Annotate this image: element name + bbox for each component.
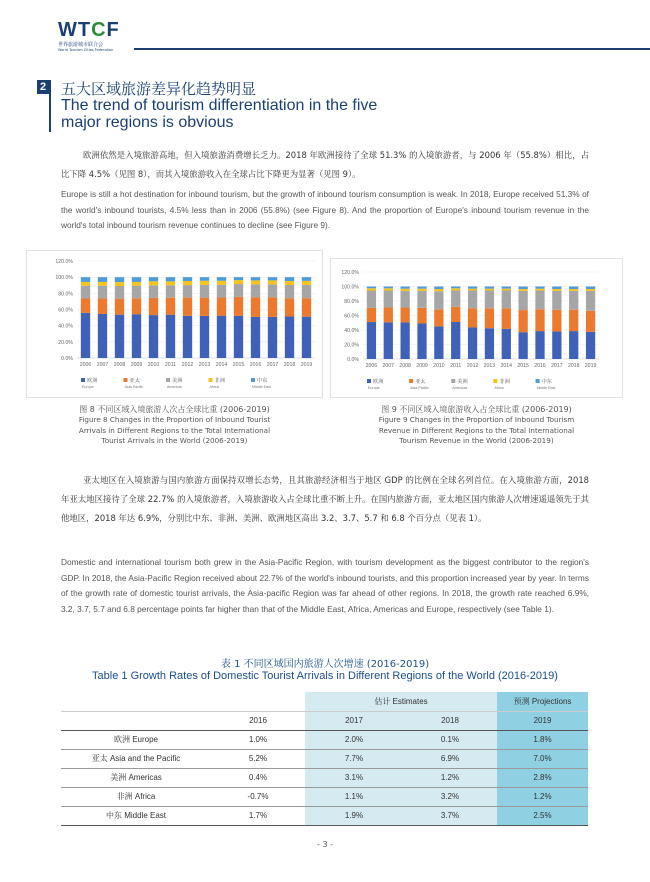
bar-middle-east bbox=[268, 277, 277, 280]
bar-asia-pacific bbox=[234, 297, 243, 316]
bar-asia-pacific bbox=[417, 308, 426, 324]
table-row bbox=[61, 787, 588, 806]
bar-asia-pacific bbox=[285, 298, 294, 316]
cell-2019: 2.8% bbox=[497, 768, 588, 787]
bar-middle-east bbox=[132, 277, 141, 282]
cell-2018: 0.1% bbox=[403, 730, 497, 749]
legend-label-en: Asia-Pacific bbox=[410, 386, 429, 390]
bar-middle-east bbox=[183, 277, 192, 281]
bar-africa bbox=[485, 289, 494, 291]
bar-africa bbox=[149, 281, 158, 285]
cell-2016: 5.2% bbox=[211, 749, 305, 768]
x-tick-label: 2007 bbox=[382, 363, 395, 369]
legend-label-en: Asia-Pacific bbox=[124, 385, 144, 389]
bar-africa bbox=[401, 289, 410, 291]
bar-asia-pacific bbox=[166, 298, 175, 315]
legend-label-en: Middle East bbox=[252, 385, 271, 389]
x-tick-label: 2014 bbox=[500, 363, 513, 369]
x-tick-label: 2012 bbox=[181, 362, 194, 368]
x-tick-label: 2009 bbox=[416, 363, 428, 369]
bar-africa bbox=[166, 281, 175, 285]
legend-swatch bbox=[209, 378, 213, 382]
cell-2019: 1.2% bbox=[497, 787, 588, 806]
x-tick-label: 2010 bbox=[147, 362, 160, 368]
bar-europe bbox=[384, 322, 393, 359]
bar-africa bbox=[552, 289, 561, 291]
x-tick-label: 2016 bbox=[534, 363, 546, 369]
growth-rate-table bbox=[61, 692, 588, 826]
x-tick-label: 2012 bbox=[466, 363, 479, 369]
section-bar bbox=[49, 80, 51, 132]
legend-swatch bbox=[536, 379, 540, 383]
legend-swatch bbox=[166, 378, 170, 382]
legend-swatch bbox=[493, 379, 497, 383]
bar-asia-pacific bbox=[183, 298, 192, 316]
bar-middle-east bbox=[535, 287, 544, 289]
cell-2016: 1.0% bbox=[211, 730, 305, 749]
section-number: 2 bbox=[37, 80, 49, 94]
row-region: 中东 Middle East bbox=[61, 806, 211, 825]
bar-africa bbox=[200, 281, 209, 285]
bar-middle-east bbox=[485, 287, 494, 289]
bar-americas bbox=[302, 285, 311, 298]
bar-americas bbox=[384, 290, 393, 307]
cell-2017: 7.7% bbox=[305, 749, 403, 768]
x-tick-label: 2006 bbox=[79, 362, 92, 368]
table-row bbox=[61, 730, 588, 749]
bar-africa bbox=[417, 289, 426, 291]
bar-americas bbox=[401, 291, 410, 308]
caption-8-en-2: Arrivals in Different Regions to the Total International bbox=[78, 425, 271, 435]
bar-americas bbox=[234, 284, 243, 297]
x-tick-label: 2007 bbox=[96, 362, 109, 368]
cell-2018: 3.7% bbox=[403, 806, 497, 825]
bar-asia-pacific bbox=[502, 308, 511, 329]
legend-label: 中东 bbox=[541, 379, 552, 385]
bar-middle-east bbox=[451, 287, 460, 289]
row-region: 美洲 Americas bbox=[61, 768, 211, 787]
bar-africa bbox=[251, 280, 260, 284]
cell-2017: 1.1% bbox=[305, 787, 403, 806]
paragraph-2-cn: 亚太地区在入境旅游与国内旅游方面保持双增长态势，且其旅游经济相当于地区 GDP 的比例在全球名列首位。在入境旅游方面，2018 年亚太地区接待了全球 22.7% 的入境旅游者，入境旅游收入占全球比重不断上升。在国内旅游方面，亚太地区国内旅游人次增速遥遥领先于其他地区，2018 年达 6.9%，分别比中东、非洲、美洲、欧洲地区高出 3.2、3.7、5.7 和 6.8 个百分点（见表 1）。 bbox=[61, 475, 589, 523]
bar-africa bbox=[115, 282, 124, 286]
x-tick-label: 2018 bbox=[283, 362, 296, 368]
legend-label-en: Africa bbox=[209, 385, 219, 389]
y-tick-label: 80.0% bbox=[58, 291, 73, 298]
bar-europe bbox=[367, 322, 376, 359]
bar-africa bbox=[234, 280, 243, 284]
legend-label-en: Africa bbox=[494, 386, 504, 390]
bar-africa bbox=[502, 289, 511, 291]
x-tick-label: 2008 bbox=[113, 362, 126, 368]
y-tick-label: 80.0% bbox=[344, 299, 359, 305]
section-title-en: The trend of tourism differentiation in the five major regions is obvious bbox=[61, 97, 378, 131]
legend-label: 美洲 bbox=[457, 379, 468, 385]
x-tick-label: 2017 bbox=[266, 362, 279, 368]
wtcf-logo bbox=[58, 19, 138, 53]
header-projections: 预测 Projections bbox=[497, 692, 588, 711]
bar-europe bbox=[81, 313, 90, 358]
table-group-header bbox=[61, 692, 588, 711]
bar-americas bbox=[468, 290, 477, 308]
bar-middle-east bbox=[285, 277, 294, 281]
cell-2017: 3.1% bbox=[305, 768, 403, 787]
legend-label: 欧洲 bbox=[373, 379, 384, 385]
paragraph-2-en: Domestic and international tourism both grew in the Asia-Pacific Region, with tourism development as the biggest contributor to the region's GDP. In 2018, the Asia-Pacific Region received about 22.7% of the world's inbound tourists, and this proportion increased year by year. In terms of the growth rate of domestic tourist arrivals, the Asia-pacific Region was far ahead of other regions. In 2018, the growth rate reached 6.9%, 3.2, 3.7, 5.7 and 6.8 percentage points far higher than that of the Middle East, Africa, Americas and Europe, respectively (see Table 1). bbox=[61, 557, 589, 614]
bar-americas bbox=[268, 284, 277, 297]
caption-9-en-3: Tourism Revenue in the World (2006-2019) bbox=[399, 436, 554, 445]
header-year: 2016 bbox=[211, 711, 305, 730]
bar-europe bbox=[149, 315, 158, 358]
legend-swatch bbox=[367, 379, 371, 383]
header-year: 2019 bbox=[497, 711, 588, 730]
y-tick-label: 60.0% bbox=[344, 313, 359, 320]
bar-americas bbox=[200, 285, 209, 298]
bar-europe bbox=[401, 322, 410, 359]
legend-swatch bbox=[409, 379, 413, 383]
bar-asia-pacific bbox=[132, 298, 141, 314]
bar-africa bbox=[302, 281, 311, 285]
bar-americas bbox=[552, 291, 561, 310]
bar-americas bbox=[132, 286, 141, 299]
legend-swatch bbox=[81, 378, 85, 382]
x-tick-label: 2018 bbox=[567, 363, 580, 369]
x-tick-label: 2009 bbox=[130, 362, 143, 368]
cell-2018: 3.2% bbox=[403, 787, 497, 806]
logo-wordmark: WTCF bbox=[58, 19, 120, 41]
bar-europe bbox=[302, 317, 311, 358]
bar-africa bbox=[367, 288, 376, 290]
bar-asia-pacific bbox=[268, 297, 277, 317]
bar-americas bbox=[417, 291, 426, 308]
bar-europe bbox=[251, 317, 260, 358]
bar-europe bbox=[485, 328, 494, 359]
caption-9-en-1: Figure 9 Changes in the Proportion of Inbound Tourism bbox=[378, 415, 575, 424]
bar-americas bbox=[502, 290, 511, 308]
bar-americas bbox=[451, 290, 460, 306]
bar-middle-east bbox=[552, 287, 561, 290]
bar-europe bbox=[434, 326, 443, 359]
bar-americas bbox=[285, 285, 294, 298]
bar-middle-east bbox=[200, 277, 209, 281]
legend-label: 亚太 bbox=[129, 378, 140, 384]
bar-europe bbox=[132, 314, 141, 358]
bar-middle-east bbox=[149, 277, 158, 281]
cell-2016: -0.7% bbox=[211, 787, 305, 806]
bar-americas bbox=[251, 284, 260, 297]
x-tick-label: 2015 bbox=[232, 362, 245, 368]
bar-europe bbox=[519, 332, 528, 359]
bar-middle-east bbox=[468, 287, 477, 289]
page-number: - 3 - bbox=[317, 840, 333, 849]
legend-label-en: Europe bbox=[368, 386, 380, 390]
bar-europe bbox=[552, 331, 561, 359]
cell-2017: 1.9% bbox=[305, 806, 403, 825]
x-tick-label: 2019 bbox=[584, 363, 597, 369]
bar-europe bbox=[115, 315, 124, 358]
bar-middle-east bbox=[217, 277, 226, 281]
table-row bbox=[61, 806, 588, 825]
bar-americas bbox=[519, 291, 528, 310]
y-tick-label: 100.0% bbox=[341, 284, 359, 291]
bar-asia-pacific bbox=[115, 299, 124, 315]
bar-asia-pacific bbox=[451, 307, 460, 322]
header-year: 2017 bbox=[305, 711, 403, 730]
x-tick-label: 2014 bbox=[215, 362, 228, 368]
section-title-cn: 五大区域旅游差异化趋势明显 bbox=[61, 80, 257, 98]
legend-label-en: Middle East bbox=[536, 386, 556, 390]
legend-label: 美洲 bbox=[172, 378, 183, 384]
bar-asia-pacific bbox=[98, 298, 107, 314]
bar-europe bbox=[183, 316, 192, 358]
logo-english-name: World Tourism Cities Federation bbox=[58, 48, 114, 52]
table-row bbox=[61, 768, 588, 787]
caption-8-cn: 图 8 不同区域入境旅游人次占全球比重 (2006-2019) bbox=[79, 405, 270, 414]
bar-africa bbox=[586, 289, 595, 291]
chart-9-svg bbox=[331, 259, 624, 399]
bar-asia-pacific bbox=[434, 309, 443, 326]
bar-africa bbox=[434, 289, 443, 291]
bar-asia-pacific bbox=[81, 298, 90, 312]
bar-middle-east bbox=[98, 277, 107, 282]
bar-americas bbox=[115, 286, 124, 299]
caption-9-cn: 图 9 不同区域入境旅游收入占全球比重 (2006-2019) bbox=[381, 405, 572, 414]
bar-asia-pacific bbox=[200, 298, 209, 316]
legend-swatch bbox=[251, 378, 255, 382]
bar-africa bbox=[132, 282, 141, 286]
bar-africa bbox=[569, 289, 578, 291]
bar-middle-east bbox=[234, 277, 243, 280]
caption-figure-9 bbox=[330, 404, 623, 447]
cell-2018: 6.9% bbox=[403, 749, 497, 768]
bar-americas bbox=[81, 286, 90, 299]
caption-figure-8 bbox=[26, 404, 323, 447]
bar-asia-pacific bbox=[485, 308, 494, 328]
caption-9-en-2: Revenue in Different Regions to the Total International bbox=[378, 425, 575, 435]
bar-middle-east bbox=[115, 277, 124, 282]
bar-africa bbox=[384, 288, 393, 290]
legend-label: 非洲 bbox=[499, 379, 510, 385]
bar-asia-pacific bbox=[569, 310, 578, 331]
bar-europe bbox=[268, 317, 277, 358]
bar-asia-pacific bbox=[251, 297, 260, 316]
x-tick-label: 2011 bbox=[450, 363, 462, 369]
legend-label-en: Americas bbox=[452, 386, 468, 390]
logo-chinese-name: 世界旅游城市联合会 bbox=[58, 42, 104, 48]
bar-europe bbox=[586, 332, 595, 359]
bar-africa bbox=[451, 288, 460, 290]
bar-europe bbox=[569, 331, 578, 359]
chart-figure-8 bbox=[26, 250, 323, 398]
table-year-header bbox=[61, 711, 588, 730]
header-year: 2018 bbox=[403, 711, 497, 730]
bar-europe bbox=[417, 323, 426, 359]
legend-label: 亚太 bbox=[415, 379, 426, 385]
chart-figure-9 bbox=[330, 258, 623, 398]
bar-middle-east bbox=[502, 287, 511, 289]
bar-africa bbox=[535, 289, 544, 291]
paragraph-1-cn: 欧洲依然是入境旅游高地，但入境旅游消费增长乏力。2018 年欧洲接待了全球 51.3% 的入境旅游者，与 2006 年（55.8%）相比，占比下降 4.5%（见图 8），而其入境旅游收入在全球占比下降更为显著（见图 9）。 bbox=[61, 150, 589, 179]
chart-8-svg bbox=[27, 251, 324, 399]
bar-europe bbox=[200, 316, 209, 358]
row-region: 欧洲 Europe bbox=[61, 730, 211, 749]
bar-asia-pacific bbox=[519, 310, 528, 332]
y-tick-label: 60.0% bbox=[58, 307, 73, 314]
bar-middle-east bbox=[434, 287, 443, 290]
bar-americas bbox=[183, 285, 192, 298]
legend-label-en: Europe bbox=[82, 385, 94, 389]
y-tick-label: 0.0% bbox=[347, 357, 359, 363]
cell-2018: 1.2% bbox=[403, 768, 497, 787]
x-tick-label: 2008 bbox=[399, 363, 411, 369]
bar-middle-east bbox=[251, 277, 260, 280]
bar-americas bbox=[485, 290, 494, 308]
bar-asia-pacific bbox=[468, 308, 477, 327]
bar-africa bbox=[183, 281, 192, 285]
bar-europe bbox=[234, 316, 243, 358]
y-tick-label: 120.0% bbox=[55, 259, 73, 265]
y-tick-label: 120.0% bbox=[341, 270, 359, 276]
header-estimates: 估计 Estimates bbox=[305, 692, 497, 711]
caption-8-en-3: Tourist Arrivals in the World (2006-2019) bbox=[101, 436, 248, 445]
x-tick-label: 2016 bbox=[249, 362, 262, 368]
table-title-cn: 表 1 不同区域国内旅游人次增速 (2016-2019) bbox=[220, 659, 430, 670]
y-tick-label: 20.0% bbox=[344, 342, 359, 349]
cell-2016: 1.7% bbox=[211, 806, 305, 825]
bar-africa bbox=[468, 289, 477, 291]
y-tick-label: 100.0% bbox=[55, 275, 73, 282]
x-tick-label: 2006 bbox=[365, 363, 378, 369]
bar-africa bbox=[285, 281, 294, 285]
bar-americas bbox=[434, 291, 443, 309]
x-tick-label: 2017 bbox=[551, 363, 563, 369]
bar-americas bbox=[535, 290, 544, 309]
x-tick-label: 2015 bbox=[517, 363, 529, 369]
bar-europe bbox=[285, 317, 294, 358]
bar-middle-east bbox=[417, 287, 426, 289]
y-tick-label: 0.0% bbox=[61, 356, 73, 362]
legend-label: 非洲 bbox=[214, 378, 225, 384]
header-rule bbox=[134, 48, 650, 50]
x-tick-label: 2019 bbox=[300, 362, 313, 368]
row-region: 亚太 Asia and the Pacific bbox=[61, 749, 211, 768]
table-row bbox=[61, 749, 588, 768]
bar-middle-east bbox=[586, 287, 595, 290]
bar-americas bbox=[586, 291, 595, 311]
bar-africa bbox=[98, 282, 107, 286]
bar-middle-east bbox=[401, 287, 410, 289]
bar-africa bbox=[519, 289, 528, 291]
paragraph-1-en: Europe is still a hot destination for inbound tourism, but the growth of inbound tourism consumption is weak. In 2018, Europe received 51.3% of the world's inbound tourists, 4.5% less than in 2006 (55.8%) (see Figure 8). And the proportion of Europe's inbound tourism revenue in the world's total inbound tourism revenue continues to decline (see Figure 9). bbox=[61, 189, 589, 230]
bar-americas bbox=[149, 285, 158, 298]
bar-europe bbox=[535, 331, 544, 359]
cell-2017: 2.0% bbox=[305, 730, 403, 749]
bar-europe bbox=[98, 314, 107, 358]
bar-middle-east bbox=[367, 287, 376, 289]
bar-africa bbox=[81, 282, 90, 286]
cell-2016: 0.4% bbox=[211, 768, 305, 787]
x-tick-label: 2013 bbox=[483, 363, 496, 369]
x-tick-label: 2011 bbox=[164, 362, 177, 368]
bar-asia-pacific bbox=[586, 311, 595, 332]
bar-americas bbox=[98, 286, 107, 299]
x-tick-label: 2010 bbox=[433, 363, 445, 369]
bar-middle-east bbox=[81, 277, 90, 282]
cell-2019: 7.0% bbox=[497, 749, 588, 768]
bar-asia-pacific bbox=[552, 310, 561, 332]
bar-middle-east bbox=[519, 287, 528, 290]
x-tick-label: 2013 bbox=[198, 362, 211, 368]
bar-middle-east bbox=[166, 277, 175, 281]
bar-middle-east bbox=[569, 287, 578, 290]
bar-europe bbox=[468, 327, 477, 359]
bar-asia-pacific bbox=[535, 309, 544, 331]
legend-label: 欧洲 bbox=[87, 378, 98, 384]
row-region: 非洲 Africa bbox=[61, 787, 211, 806]
y-tick-label: 20.0% bbox=[58, 339, 73, 346]
bar-americas bbox=[166, 285, 175, 297]
legend-swatch bbox=[451, 379, 455, 383]
bar-middle-east bbox=[384, 287, 393, 289]
bar-middle-east bbox=[302, 277, 311, 281]
y-tick-label: 40.0% bbox=[58, 323, 73, 330]
bar-asia-pacific bbox=[401, 308, 410, 323]
bar-asia-pacific bbox=[367, 308, 376, 322]
bar-africa bbox=[217, 281, 226, 285]
legend-label: 中东 bbox=[257, 378, 268, 384]
bar-europe bbox=[217, 316, 226, 358]
bar-americas bbox=[569, 291, 578, 310]
bar-africa bbox=[268, 280, 277, 284]
legend-swatch bbox=[124, 378, 128, 382]
bar-asia-pacific bbox=[384, 308, 393, 323]
cell-2019: 2.5% bbox=[497, 806, 588, 825]
bar-europe bbox=[166, 315, 175, 358]
bar-asia-pacific bbox=[302, 298, 311, 317]
bar-americas bbox=[367, 290, 376, 307]
bar-americas bbox=[217, 285, 226, 298]
bar-asia-pacific bbox=[217, 298, 226, 316]
legend-label-en: Americas bbox=[167, 385, 182, 389]
y-tick-label: 40.0% bbox=[344, 328, 359, 334]
table-title-en: Table 1 Growth Rates of Domestic Tourist Arrivals in Different Regions of the World (2016-2019) bbox=[92, 670, 558, 682]
bar-asia-pacific bbox=[149, 298, 158, 315]
bar-europe bbox=[451, 322, 460, 359]
caption-8-en-1: Figure 8 Changes in the Proportion of Inbound Tourist bbox=[78, 415, 271, 424]
bar-europe bbox=[502, 329, 511, 359]
cell-2019: 1.8% bbox=[497, 730, 588, 749]
